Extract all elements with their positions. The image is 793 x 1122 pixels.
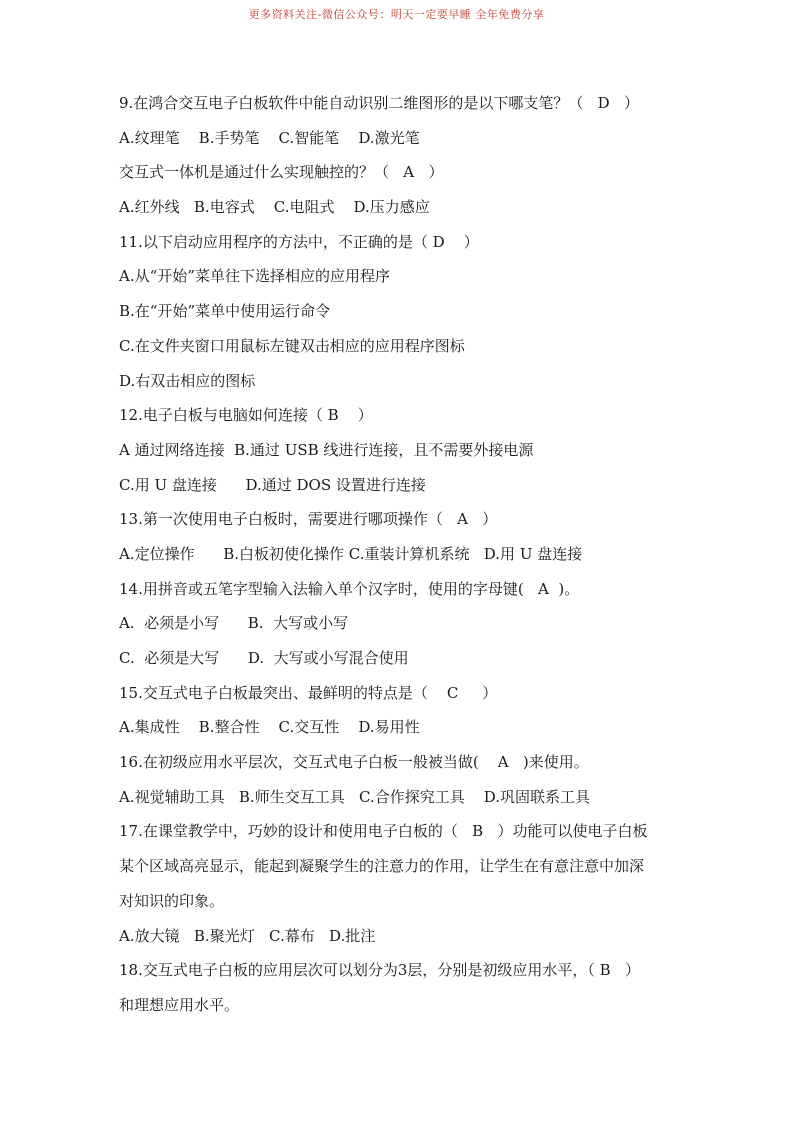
question-17-line-1: 17.在课堂教学中，巧妙的设计和使用电子白板的（ B ）功能可以使电子白板 (119, 822, 648, 841)
question-9-options: A.纹理笔 B.手势笔 C.智能笔 D.激光笔 (119, 128, 420, 147)
question-11-option-c: C.在文件夹窗口用鼠标左键双击相应的应用程序图标 (119, 336, 465, 355)
question-16: 16.在初级应用水平层次，交互式电子白板一般被当做( A )来使用。 (119, 753, 589, 772)
page-header-note: 更多资料关注-微信公众号：明天一定要早睡 全年免费分享 (248, 8, 545, 21)
question-11-option-a: A.从“开始”菜单往下选择相应的应用程序 (119, 267, 390, 286)
question-18-line-2: 和理想应用水平。 (119, 995, 240, 1014)
document-body (119, 86, 679, 1023)
question-14: 14.用拼音或五笔字型输入法输入单个汉字时，使用的字母键( A )。 (119, 579, 580, 598)
question-14-options-ab: A. 必须是小写 B. 大写或小写 (119, 614, 349, 633)
question-17-line-2: 某个区域高亮显示，能起到凝聚学生的注意力的作用，让学生在有意注意中加深 (119, 857, 645, 876)
question-13: 13.第一次使用电子白板时，需要进行哪项操作（ A ） (119, 510, 498, 529)
question-14-options-cd: C. 必须是大写 D. 大写或小写混合使用 (119, 649, 409, 667)
question-15-options: A.集成性 B.整合性 C.交互性 D.易用性 (119, 718, 420, 737)
question-12: 12.电子白板与电脑如何连接（ B ） (119, 406, 373, 425)
question-15: 15.交互式电子白板最突出、最鲜明的特点是（ C ） (119, 683, 498, 702)
question-11-option-d: D.右双击相应的图标 (119, 371, 256, 390)
question-11-option-b: B.在“开始”菜单中使用运行命令 (119, 302, 331, 321)
question-10: 交互式一体机是通过什么实现触控的？（ A ） (119, 163, 444, 182)
question-12-options-cd: C.用 U 盘连接 D.通过 DOS 设置进行连接 (119, 475, 426, 494)
question-16-options: A.视觉辅助工具 B.师生交互工具 C.合作探究工具 D.巩固联系工具 (119, 787, 591, 806)
question-10-options: A.红外线 B.电容式 C.电阻式 D.压力感应 (119, 198, 430, 217)
question-17-options: A.放大镜 B.聚光灯 C.幕布 D.批注 (119, 926, 376, 945)
question-18-line-1: 18.交互式电子白板的应用层次可以划分为3层，分别是初级应用水平，（ B ） (119, 961, 640, 980)
question-11: 11.以下启动应用程序的方法中，不正确的是（ D ） (119, 232, 479, 251)
question-13-options: A.定位操作 B.白板初使化操作 C.重装计算机系统 D.用 U 盘连接 (119, 544, 583, 563)
question-9: 9.在鸿合交互电子白板软件中能自动识别二维图形的是以下哪支笔？（ D ） (119, 94, 639, 112)
question-12-options-ab: A 通过网络连接 B.通过 USB 线进行连接，且不需要外接电源 (119, 440, 534, 459)
question-17-line-3: 对知识的印象。 (119, 891, 225, 910)
